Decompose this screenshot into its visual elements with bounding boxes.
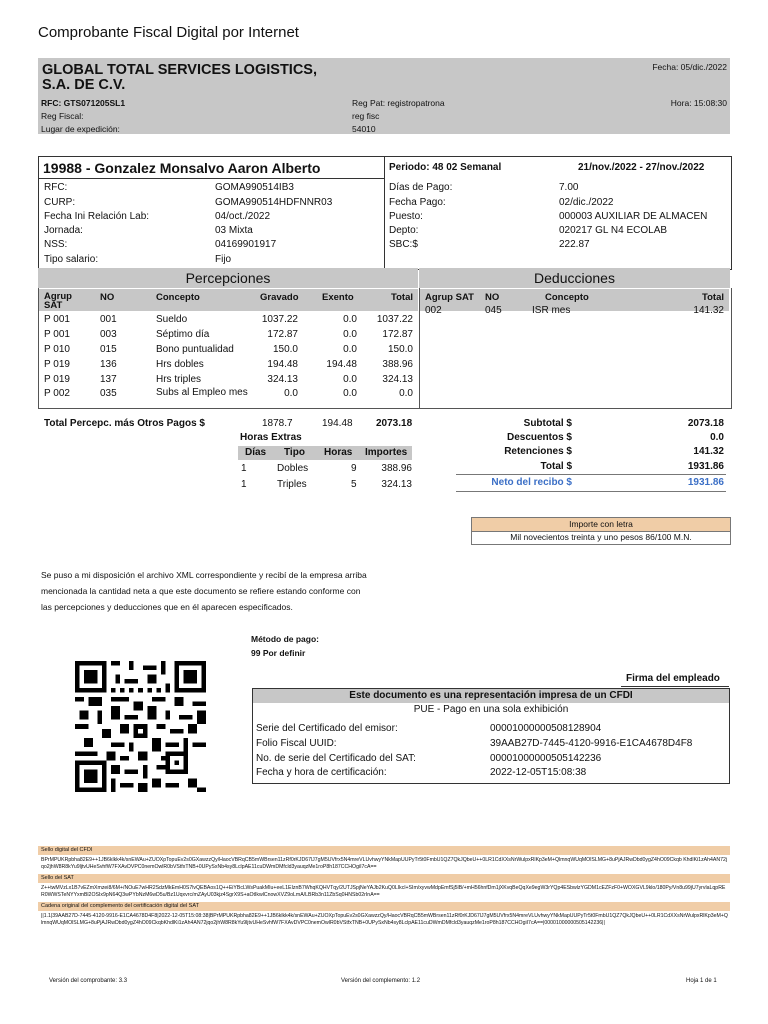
hx-tipo: Triples — [277, 479, 307, 490]
legal-text: Se puso a mi disposición el archivo XML correspondiente y recibí de la empresa arriba mencionada la cantidad neta a que este documento se refiere estando conforme con las percepciones y deducciones que en él aparecen especificados. — [41, 570, 367, 612]
neto-row — [456, 474, 726, 492]
emp-value-curp: GOMA990514HDFNNR03 — [215, 197, 333, 208]
company-name-line2: S.A. DE C.V. — [42, 77, 126, 93]
emp-label-rfc: RFC: — [44, 182, 68, 193]
reg-pat: Reg Pat: registropatrona — [352, 98, 445, 108]
cfdi-value: 00001000000505142236 — [490, 753, 602, 764]
hx-horas: 9 — [351, 463, 357, 474]
hx-tipo: Dobles — [277, 463, 309, 474]
firma-line — [621, 686, 729, 687]
emp-value-sbc: 222.87 — [559, 239, 590, 250]
sello-cfdi-text: BPrMPUKRpbha82E9++1JB6klkk4k/snEWAu+ZUOXpTopuEv2s0GXawzzQy/HaocVBRqCB5mWBrsen11zRf0rKJD67lJ7gM5UVfrx5N4mreVLUvhwyYNkMapUUPyTr5t0FmbU1QZ7QkJQbeU++0LR1CdXXsNrWulpxRlKp3eM+QlmnqWUqMOlSLMG+8uPjAJRwDbd0ygZ4hO09Ckqb KhdlKi1zAh4AN72jqo2jhW8R8kYu9ljtvUHeSvhfW7FXAvDVPC0nemOwlR0bVStfxTNB+0UPySxNb4sy8LclpAE11cuDWmDMfcld3yauqzMe1roP8h187CCHOgiI7cA== — [41, 857, 728, 870]
table-row — [39, 329, 418, 343]
hx-importe: 388.96 — [381, 463, 412, 474]
hx-col-horas: Horas — [324, 447, 353, 458]
cell-gravado: 194.48 — [267, 359, 298, 370]
hx-col-importes: Importes — [365, 447, 408, 458]
hx-col-dias: Días — [245, 447, 267, 458]
cell-exento: 0.0 — [343, 314, 357, 325]
table-row — [39, 374, 418, 388]
document-title: Comprobante Fiscal Digital por Internet — [38, 24, 299, 41]
cell-agrup: P 019 — [44, 374, 70, 385]
sello-cfdi-label: Sello digital del CFDI — [38, 846, 730, 855]
emp-label-sbc: SBC:$ — [389, 239, 418, 250]
retenciones-value: 141.32 — [693, 446, 724, 457]
emp-value-puesto: 000003 AUXILIAR DE ALMACEN — [559, 211, 708, 222]
table-row — [39, 314, 418, 328]
lugar-value: 54010 — [352, 124, 376, 134]
periodo-range: 21/nov./2022 - 27/nov./2022 — [578, 162, 705, 173]
cell-concepto: Subs al Empleo mes — [156, 387, 248, 398]
neto-label: Neto del recibo $ — [491, 477, 572, 488]
col-no: NO — [100, 292, 115, 303]
cell-gravado: 1037.22 — [261, 314, 298, 325]
deducciones-title: Deducciones — [419, 268, 730, 288]
metodo-pago — [251, 632, 319, 660]
cell-gravado: 0.0 — [284, 388, 298, 399]
cfdi-pue: PUE - Pago en una sola exhibición — [413, 704, 569, 715]
cell-concepto: Hrs dobles — [156, 359, 204, 370]
cell-no: 035 — [100, 388, 117, 399]
horas-extras-title: Horas Extras — [240, 432, 302, 443]
hx-dias: 1 — [241, 479, 247, 490]
emp-value-depto: 020217 GL N4 ECOLAB — [559, 225, 668, 236]
cell-no: 015 — [100, 344, 117, 355]
cfdi-label: Folio Fiscal UUID: — [256, 738, 337, 749]
cfdi-value: 00001000000508128904 — [490, 723, 602, 734]
ded-cell-total: 141.32 — [693, 305, 724, 316]
percepciones-title: Percepciones — [38, 268, 418, 288]
reg-fiscal-label: Reg Fiscal: — [41, 111, 84, 121]
cell-exento: 194.48 — [326, 359, 357, 370]
emp-label-jornada: Jornada: — [44, 225, 83, 236]
cell-total: 0.0 — [399, 388, 413, 399]
table-row — [420, 305, 729, 319]
horas-extras-header — [238, 446, 412, 460]
cell-no: 003 — [100, 329, 117, 340]
issue-date: Fecha: 05/dic./2022 — [652, 62, 727, 72]
col-exento: Exento — [322, 292, 354, 303]
total-percep-label: Total Percepc. más Otros Pagos $ — [44, 418, 205, 429]
cell-no: 137 — [100, 374, 117, 385]
cell-agrup: P 001 — [44, 329, 70, 340]
hx-col-tipo: Tipo — [284, 447, 305, 458]
col-total: Total — [391, 292, 413, 303]
cell-total: 172.87 — [382, 329, 413, 340]
emp-value-jornada: 03 Mixta — [215, 225, 253, 236]
employee-box — [38, 156, 732, 270]
cadena-text: ||1.1|39AAB27D-7445-4120-9916-E1CA4678D4F8|2022-12-05T15:08:38|BPrMPUKRpbha82E9++1JB6klkk4k/snEWAu+ZUOXpTopuEv2s0GXawzzQy/HaocVBRqCB5mWBrsen11zRf0rKJD67lJ7gM5UVfrx5N4mreVLUvhwyYNkMapUUPyTr5t0FmbU1QZ7QkJQbeU++0LR1CdXXsNrWulpxRlKp3eM+QlmnqWUqMOlSLMG+8uPjAJRwDbd0ygZ4hO09CkqbKhdlKi1zAh4AN72jqo2jhW8R8kYu9ljtvUHeSvhfW7FXAvDVPC0nemOwlR0bVStfxTNB+0UPySxNb4sy8LclpAE11cuDWmDMfcld3yauqzMe1roP8h187CCHOgiI7cA==|00001000000505142236|| — [41, 913, 728, 926]
table-row — [39, 359, 418, 373]
descuentos-value: 0.0 — [710, 432, 724, 443]
company-rfc: RFC: GTS071205SL1 — [41, 98, 126, 108]
firma-empleado: Firma del empleado — [626, 673, 720, 684]
table-row — [39, 344, 418, 358]
emp-label-depto: Depto: — [389, 225, 419, 236]
metodo-pago-value: 99 Por definir — [251, 648, 306, 658]
emp-label-dias-pago: Días de Pago: — [389, 182, 453, 193]
ded-col-agrup: Agrup SAT — [425, 292, 474, 303]
lugar-label: Lugar de expedición: — [41, 124, 120, 134]
neto-value: 1931.86 — [687, 477, 724, 488]
cfdi-box — [252, 688, 730, 784]
cell-agrup: P 002 — [44, 388, 70, 399]
table-row — [39, 388, 418, 410]
cell-concepto: Séptimo día — [156, 329, 210, 340]
ded-col-total: Total — [702, 292, 724, 303]
company-name-line1: GLOBAL TOTAL SERVICES LOGISTICS, — [42, 62, 317, 78]
emp-value-nss: 04169901917 — [215, 239, 277, 250]
emp-value-dias-pago: 7.00 — [559, 182, 579, 193]
total-gravado: 1878.7 — [262, 418, 293, 429]
periodo: Periodo: 48 02 Semanal — [389, 162, 502, 173]
emp-value-fecha-pago: 02/dic./2022 — [559, 197, 614, 208]
cell-concepto: Hrs triples — [156, 374, 202, 385]
company-name — [42, 63, 317, 93]
cfdi-label: Fecha y hora de certificación: — [256, 767, 387, 778]
emp-value-rfc: GOMA990514IB3 — [215, 182, 294, 193]
cell-gravado: 324.13 — [267, 374, 298, 385]
cell-exento: 0.0 — [343, 329, 357, 340]
total-label: Total $ — [540, 461, 572, 472]
hx-importe: 324.13 — [381, 479, 412, 490]
company-header — [38, 58, 730, 134]
importe-letra-label: Importe con letra — [471, 517, 731, 532]
emp-label-tipo-salario: Tipo salario: — [44, 254, 99, 265]
emp-value-fecha-ini: 04/oct./2022 — [215, 211, 271, 222]
cell-agrup: P 019 — [44, 359, 70, 370]
retenciones-label: Retenciones $ — [504, 446, 572, 457]
col-concepto: Concepto — [156, 292, 200, 303]
importe-letra-value: Mil novecientos treinta y uno pesos 86/100 M.N. — [471, 531, 731, 545]
total-exento: 194.48 — [322, 418, 353, 429]
reg-fiscal-value: reg fisc — [352, 111, 380, 121]
emp-label-puesto: Puesto: — [389, 211, 423, 222]
cell-no: 136 — [100, 359, 117, 370]
hx-dias: 1 — [241, 463, 247, 474]
col-agrup: Agrup SAT — [44, 291, 72, 311]
ded-cell-no: 045 — [485, 305, 502, 316]
cell-concepto: Sueldo — [156, 314, 188, 325]
cadena-label: Cadena original del complemento del certificación digital del SAT — [38, 902, 730, 911]
ded-cell-agrup: 002 — [425, 305, 442, 316]
issue-time: Hora: 15:08:30 — [670, 98, 727, 108]
cell-no: 001 — [100, 314, 117, 325]
cfdi-header: Este documento es una representación impresa de un CFDI — [253, 689, 729, 703]
cell-exento: 0.0 — [343, 388, 357, 399]
emp-label-curp: CURP: — [44, 197, 76, 208]
table-row — [238, 479, 412, 492]
metodo-pago-label: Método de pago: — [251, 634, 319, 644]
total-total: 2073.18 — [376, 418, 413, 429]
cell-agrup: P 001 — [44, 314, 70, 325]
cfdi-value: 39AAB27D-7445-4120-9916-E1CA4678D4F8 — [490, 738, 693, 749]
cell-total: 324.13 — [382, 374, 413, 385]
version-complemento: Versión del complemento: 1.2 — [341, 978, 421, 984]
cell-gravado: 172.87 — [267, 329, 298, 340]
ded-col-no: NO — [485, 292, 500, 303]
cell-total: 1037.22 — [376, 314, 413, 325]
version-comprobante: Versión del comprobante: 3.3 — [49, 978, 128, 984]
cfdi-label: No. de serie del Certificado del SAT: — [256, 753, 416, 764]
col-gravado: Gravado — [260, 292, 299, 303]
table-row — [238, 463, 412, 476]
cell-concepto: Bono puntualidad — [156, 344, 234, 355]
emp-value-tipo-salario: Fijo — [215, 254, 232, 265]
ded-col-concepto: Concepto — [545, 292, 589, 303]
percepciones-header — [39, 289, 418, 311]
subtotal-label: Subtotal $ — [523, 418, 572, 429]
sello-sat-text: Z++twMVzLx1B7vEZmXmzei8/6M+/NOuE7wHR2SdzMkEmH0S7lvQEBAos1Q++EiYBcLWsPuakMIu+eeL1EIznB7WhqKQHVTqy/2UTJSpjNeYAJb2KuQ0LIkcl+SIm/xyvwMdpEmfSj5lB/+mH56hnfDm1jXKvqBeQqXe9egW3rYQp4ESbwlzYGDM1cEZFzF0+WOXGVL9klo/180Py/Vn8u99jU7yrvlaLqpRER0WWSTeNYYxmBl2OSIx9pN64Q3wPYbNzM6wD5u/Bz1Uqxvrc/mZAyU03kjz4SgrX9S+aOtIkwlCnowXVZ9oLmA/LBRb3n11ZbSq0HNSb02rInA== — [41, 885, 726, 898]
cell-exento: 0.0 — [343, 344, 357, 355]
hoja: Hoja 1 de 1 — [686, 978, 717, 984]
emp-label-fecha-ini: Fecha Ini Relación Lab: — [44, 211, 150, 222]
cell-total: 388.96 — [382, 359, 413, 370]
qr-code-icon — [75, 661, 206, 792]
cfdi-value: 2022-12-05T15:08:38 — [490, 767, 587, 778]
hx-horas: 5 — [351, 479, 357, 490]
cfdi-label: Serie del Certificado del emisor: — [256, 723, 398, 734]
emp-label-nss: NSS: — [44, 239, 68, 250]
cell-agrup: P 010 — [44, 344, 70, 355]
descuentos-label: Descuentos $ — [506, 432, 572, 443]
cell-gravado: 150.0 — [272, 344, 298, 355]
total-value: 1931.86 — [687, 461, 724, 472]
subtotal-value: 2073.18 — [687, 418, 724, 429]
ded-cell-concepto: ISR mes — [532, 305, 571, 316]
employee-name: 19988 - Gonzalez Monsalvo Aaron Alberto — [43, 160, 321, 176]
emp-label-fecha-pago: Fecha Pago: — [389, 197, 446, 208]
cell-total: 150.0 — [387, 344, 413, 355]
cell-exento: 0.0 — [343, 374, 357, 385]
sello-sat-label: Sello del SAT — [38, 874, 730, 883]
